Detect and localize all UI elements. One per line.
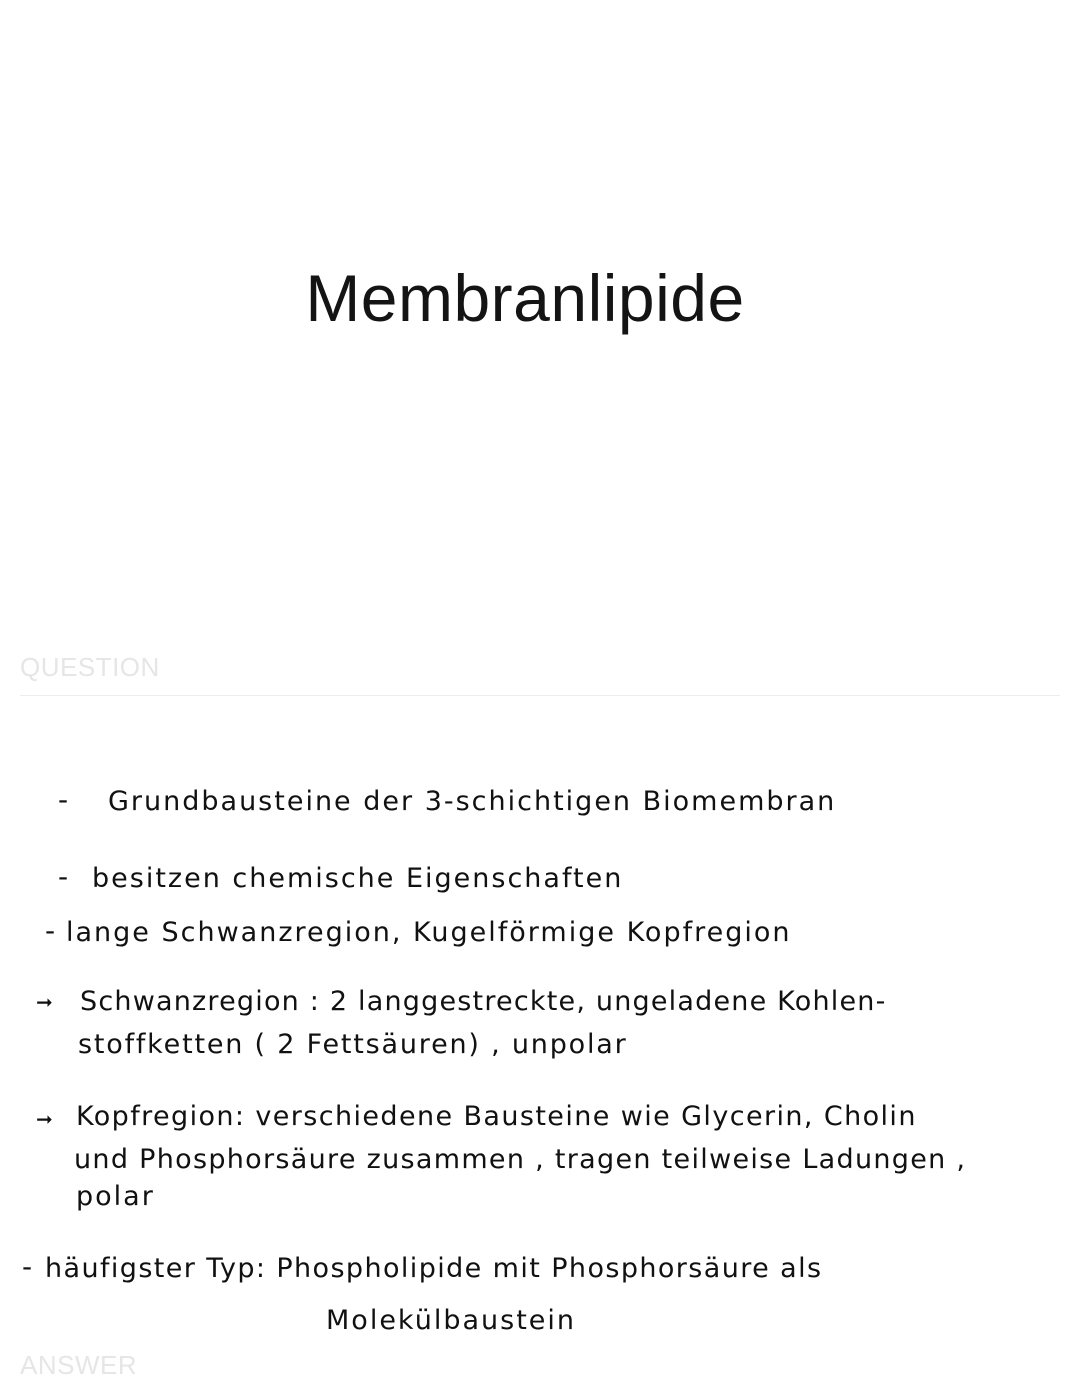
question-label: QUESTION bbox=[20, 652, 160, 682]
note-line-5: stoffketten ( 2 Fettsäuren) , unpolar bbox=[78, 1029, 628, 1060]
page-title: Membranlipide bbox=[305, 261, 745, 335]
bullet-dash: - bbox=[58, 860, 69, 893]
note-line-3: lange Schwanzregion, Kugelförmige Kopfregion bbox=[66, 917, 792, 948]
arrow-icon: ➞ bbox=[36, 1107, 53, 1131]
note-line-1: Grundbausteine der 3-schichtigen Biomembran bbox=[108, 786, 837, 817]
note-line-2: besitzen chemische Eigenschaften bbox=[92, 863, 624, 894]
note-line-8: polar bbox=[76, 1181, 155, 1212]
section-divider bbox=[20, 695, 1060, 696]
note-line-9: häufigster Typ: Phospholipide mit Phosphorsäure als bbox=[45, 1253, 823, 1284]
note-line-4: Schwanzregion : 2 langgestreckte, ungeladene Kohlen- bbox=[80, 986, 887, 1017]
arrow-icon: ➞ bbox=[36, 990, 53, 1014]
note-line-10: Molekülbaustein bbox=[326, 1305, 577, 1336]
note-line-7: und Phosphorsäure zusammen , tragen teilweise Ladungen , bbox=[74, 1144, 967, 1175]
bullet-dash: - bbox=[22, 1250, 33, 1283]
note-line-6: Kopfregion: verschiedene Bausteine wie Glycerin, Cholin bbox=[76, 1101, 917, 1132]
bullet-dash: - bbox=[45, 914, 56, 947]
answer-label: ANSWER bbox=[20, 1350, 138, 1380]
bullet-dash: - bbox=[58, 783, 69, 816]
